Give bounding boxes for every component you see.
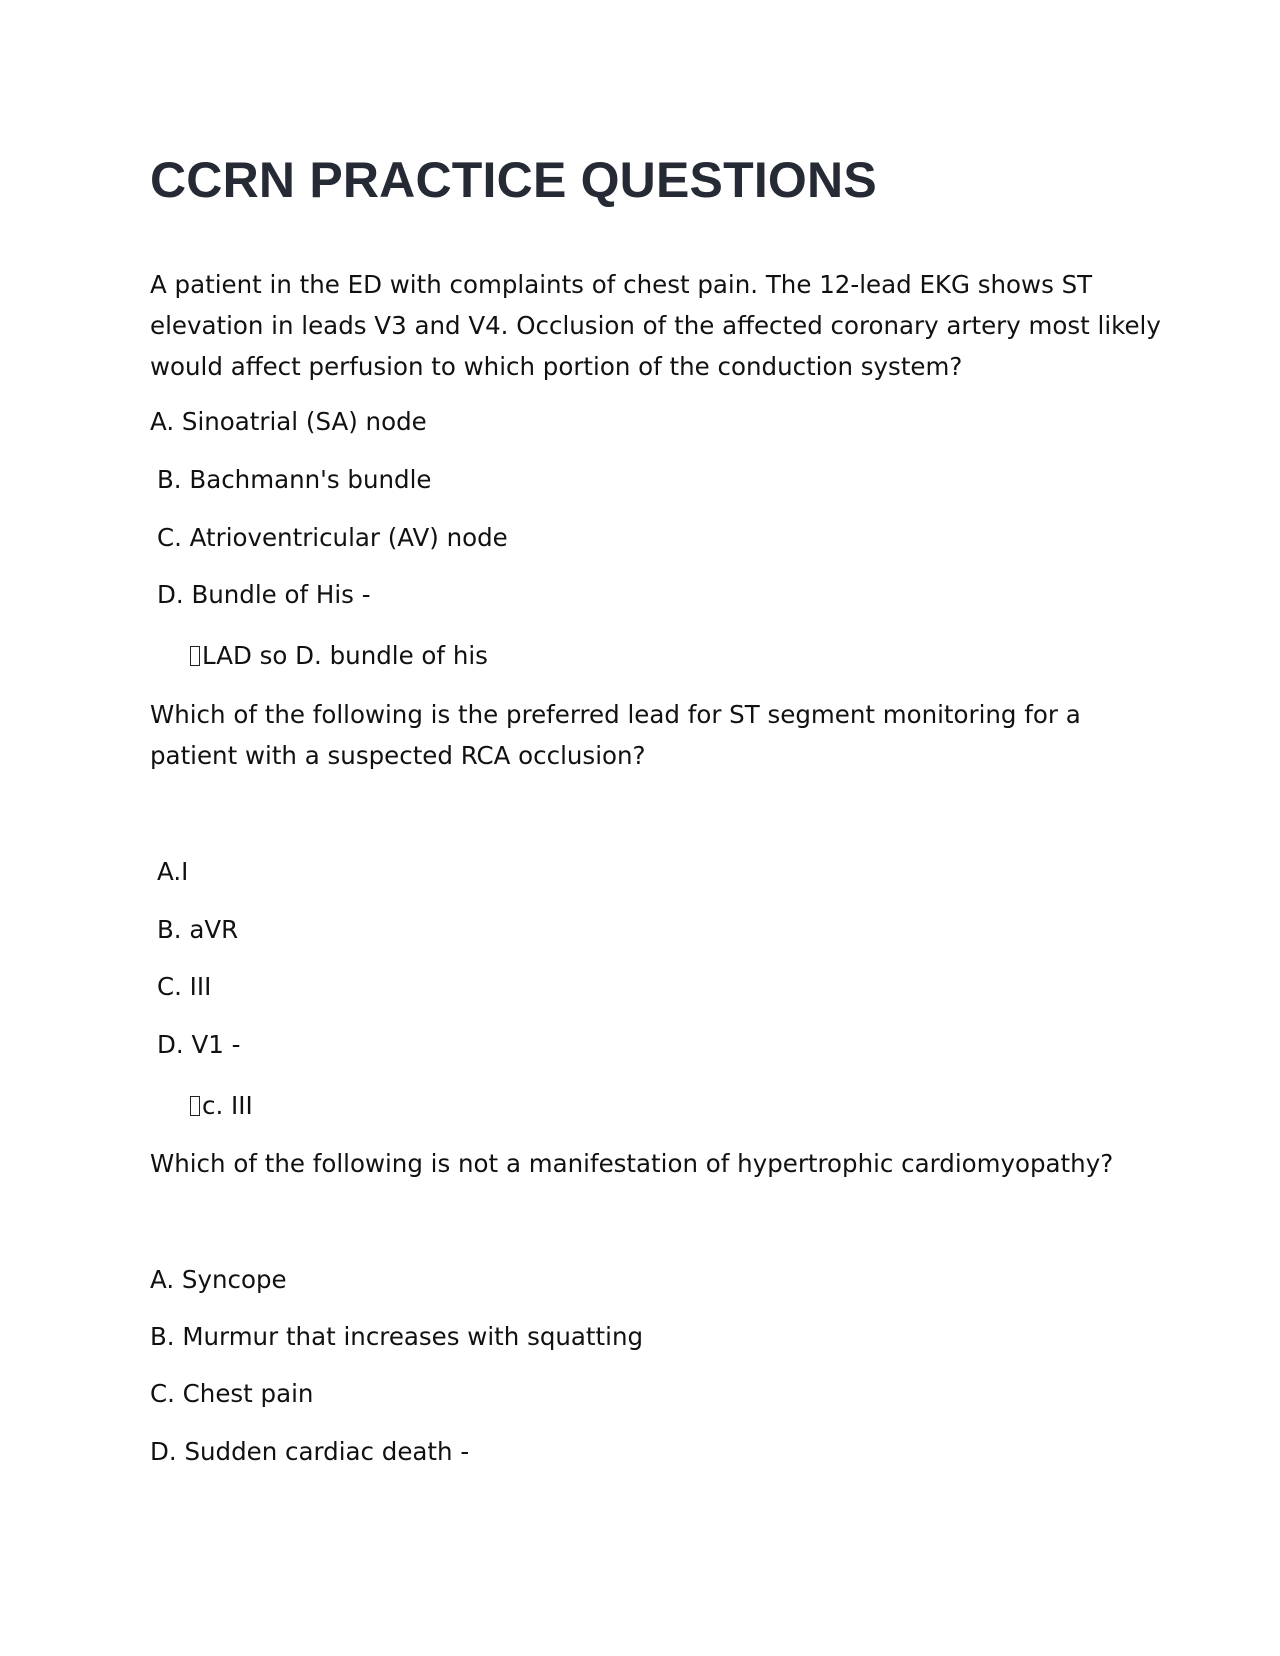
question-2-option-a: A.I: [157, 857, 189, 886]
missing-glyph-icon: [190, 1096, 200, 1116]
question-1-option-d: D. Bundle of His -: [157, 580, 371, 609]
question-1-stem-line: elevation in leads V3 and V4. Occlusion of the affected coronary artery most likely: [150, 311, 1161, 340]
question-2-stem: [150, 694, 1150, 776]
question-1-stem-line: would affect perfusion to which portion of the conduction system?: [150, 352, 963, 381]
question-2-stem-line: patient with a suspected RCA occlusion?: [150, 741, 646, 770]
question-2-option-b: B. aVR: [157, 915, 239, 944]
question-2-answer: [190, 1085, 253, 1126]
question-2-stem-line: Which of the following is the preferred lead for ST segment monitoring for a: [150, 700, 1081, 729]
question-1-option-c: C. Atrioventricular (AV) node: [157, 523, 508, 552]
question-3-option-b: B. Murmur that increases with squatting: [150, 1322, 644, 1351]
question-1-stem-line: A patient in the ED with complaints of chest pain. The 12-lead EKG shows ST: [150, 270, 1093, 299]
question-1-stem: [150, 264, 1161, 387]
question-3-option-c: C. Chest pain: [150, 1379, 314, 1408]
question-3-option-d: D. Sudden cardiac death -: [150, 1437, 470, 1466]
question-3-option-a: A. Syncope: [150, 1265, 287, 1294]
question-1-option-a: A. Sinoatrial (SA) node: [150, 407, 427, 436]
question-2-answer-text: c. III: [202, 1091, 253, 1120]
question-3-stem: [150, 1143, 1150, 1184]
question-1-answer-text: LAD so D. bundle of his: [202, 641, 488, 670]
page-title: CCRN PRACTICE QUESTIONS: [150, 152, 877, 208]
question-2-option-d: D. V1 -: [157, 1030, 241, 1059]
question-3-stem-line: Which of the following is not a manifestation of hypertrophic cardiomyopathy?: [150, 1149, 1114, 1178]
missing-glyph-icon: [190, 646, 200, 666]
question-2-option-c: C. III: [157, 972, 212, 1001]
question-1-answer: [190, 635, 488, 676]
question-1-option-b: B. Bachmann's bundle: [157, 465, 432, 494]
